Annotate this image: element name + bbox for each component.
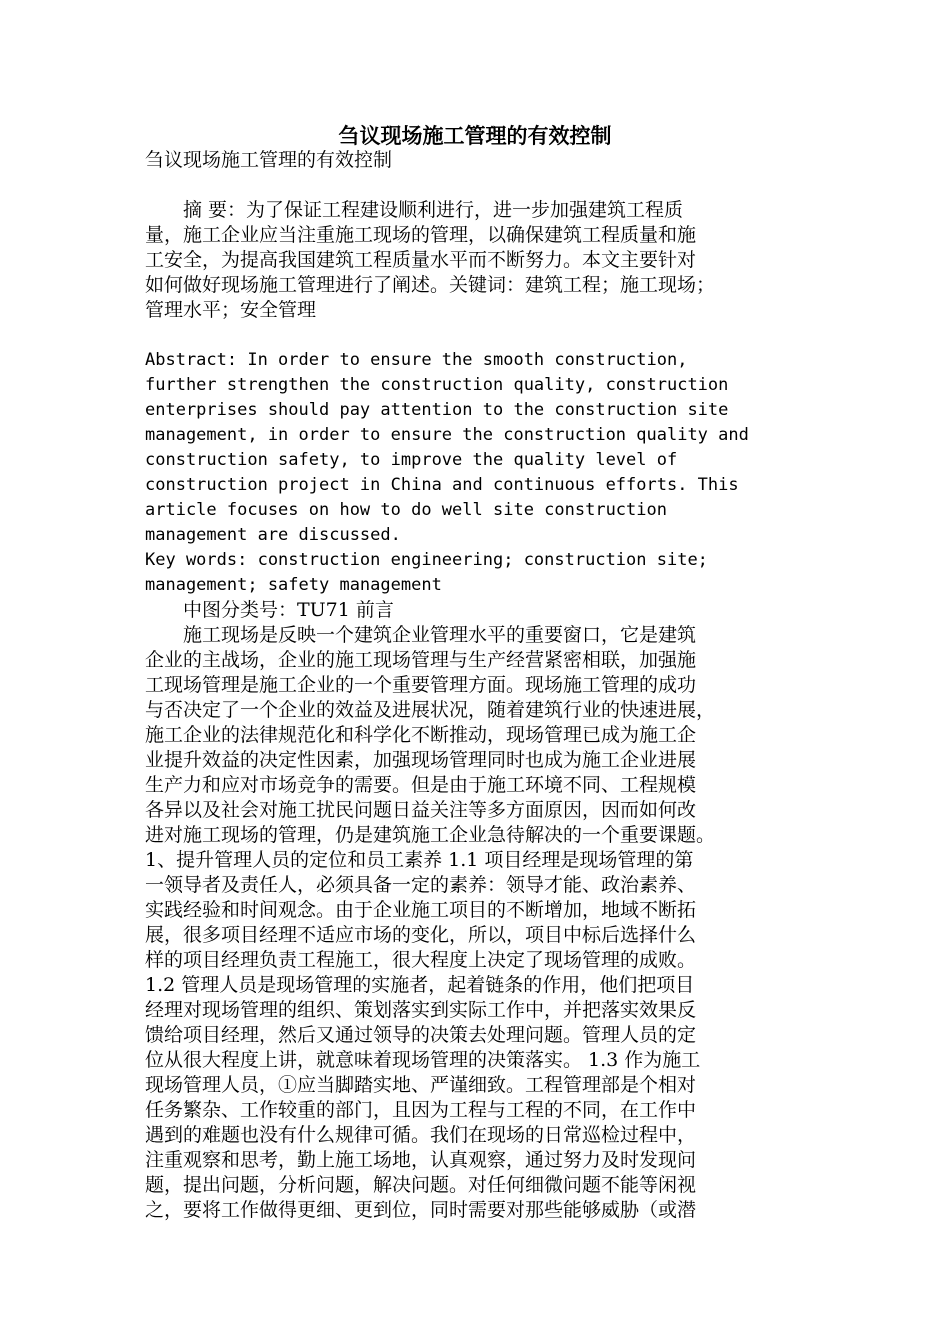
abstract-en-line: management, in order to ensure the construction quality and	[145, 425, 749, 445]
keywords-en-line: Key words: construction engineering; construction site;	[145, 550, 708, 570]
body-line: 之，要将工作做得更细、更到位，同时需要对那些能够威胁（或潜	[145, 1199, 697, 1221]
body-line: 现场管理人员，①应当脚踏实地、严谨细致。工程管理部是个相对	[145, 1074, 697, 1096]
abstract-en-line: construction project in China and continuous efforts. This	[145, 475, 739, 495]
abstract-en-line: construction safety, to improve the quality level of	[145, 450, 678, 470]
abstract-cn-line: 如何做好现场施工管理进行了阐述。关键词：建筑工程；施工现场；	[145, 274, 716, 296]
body-line: 实践经验和时间观念。由于企业施工项目的不断增加，地域不断拓	[145, 899, 697, 921]
body-line: 1、提升管理人员的定位和员工素养 1.1 项目经理是现场管理的第	[145, 849, 694, 871]
body-line: 经理对现场管理的组织、策划落实到实际工作中，并把落实效果反	[145, 999, 697, 1021]
abstract-cn-line: 量，施工企业应当注重施工现场的管理，以确保建筑工程质量和施	[145, 224, 697, 246]
abstract-en-line: enterprises should pay attention to the construction site	[145, 400, 729, 420]
body-line: 工现场管理是施工企业的一个重要管理方面。现场施工管理的成功	[145, 674, 697, 696]
classification-line: 中图分类号：TU71 前言	[145, 599, 394, 621]
abstract-cn-line: 工安全，为提高我国建筑工程质量水平而不断努力。本文主要针对	[145, 249, 697, 271]
body-line: 与否决定了一个企业的效益及进展状况，随着建筑行业的快速进展，	[145, 699, 716, 721]
body-line: 1.2 管理人员是现场管理的实施者，起着链条的作用，他们把项目	[145, 974, 695, 996]
body-line: 一领导者及责任人，必须具备一定的素养：领导才能、政治素养、	[145, 874, 697, 896]
body-line: 题，提出问题，分析问题，解决问题。对任何细微问题不能等闲视	[145, 1174, 697, 1196]
body-line: 位从很大程度上讲，就意味着现场管理的决策落实。 1.3 作为施工	[145, 1049, 701, 1071]
abstract-cn-line: 摘 要：为了保证工程建设顺利进行，进一步加强建筑工程质	[145, 199, 684, 221]
body-line: 展，很多项目经理不适应市场的变化，所以，项目中标后选择什么	[145, 924, 697, 946]
body-line: 任务繁杂、工作较重的部门，且因为工程与工程的不同，在工作中	[145, 1099, 697, 1121]
body-line: 遇到的难题也没有什么规律可循。我们在现场的日常巡检过程中，	[145, 1124, 697, 1146]
abstract-en-line: Abstract: In order to ensure the smooth construction,	[145, 350, 688, 370]
body-line: 各异以及社会对施工扰民问题日益关注等多方面原因，因而如何改	[145, 799, 697, 821]
body-line: 企业的主战场，企业的施工现场管理与生产经营紧密相联，加强施	[145, 649, 697, 671]
body-line: 进对施工现场的管理，仍是建筑施工企业急待解决的一个重要课题。	[145, 824, 716, 846]
body-line: 样的项目经理负责工程施工，很大程度上决定了现场管理的成败。	[145, 949, 697, 971]
keywords-en-line: management; safety management	[145, 575, 442, 595]
document-title: 刍议现场施工管理的有效控制	[338, 123, 612, 148]
body-line: 施工现场是反映一个建筑企业管理水平的重要窗口，它是建筑	[145, 624, 697, 646]
abstract-en-line: article focuses on how to do well site construction	[145, 500, 667, 520]
abstract-cn-line: 管理水平；安全管理	[145, 299, 317, 321]
body-line: 生产力和应对市场竞争的需要。但是由于施工环境不同、工程规模	[145, 774, 697, 796]
body-line: 注重观察和思考，勤上施工场地，认真观察，通过努力及时发现问	[145, 1149, 697, 1171]
body-line: 施工企业的法律规范化和科学化不断推动，现场管理已成为施工企	[145, 724, 697, 746]
body-line: 馈给项目经理，然后又通过领导的决策去处理问题。管理人员的定	[145, 1024, 697, 1046]
body-line: 业提升效益的决定性因素，加强现场管理同时也成为施工企业进展	[145, 749, 697, 771]
subtitle-line: 刍议现场施工管理的有效控制	[145, 149, 393, 171]
abstract-en-line: management are discussed.	[145, 525, 401, 545]
abstract-en-line: further strengthen the construction quality, construction	[145, 375, 729, 395]
